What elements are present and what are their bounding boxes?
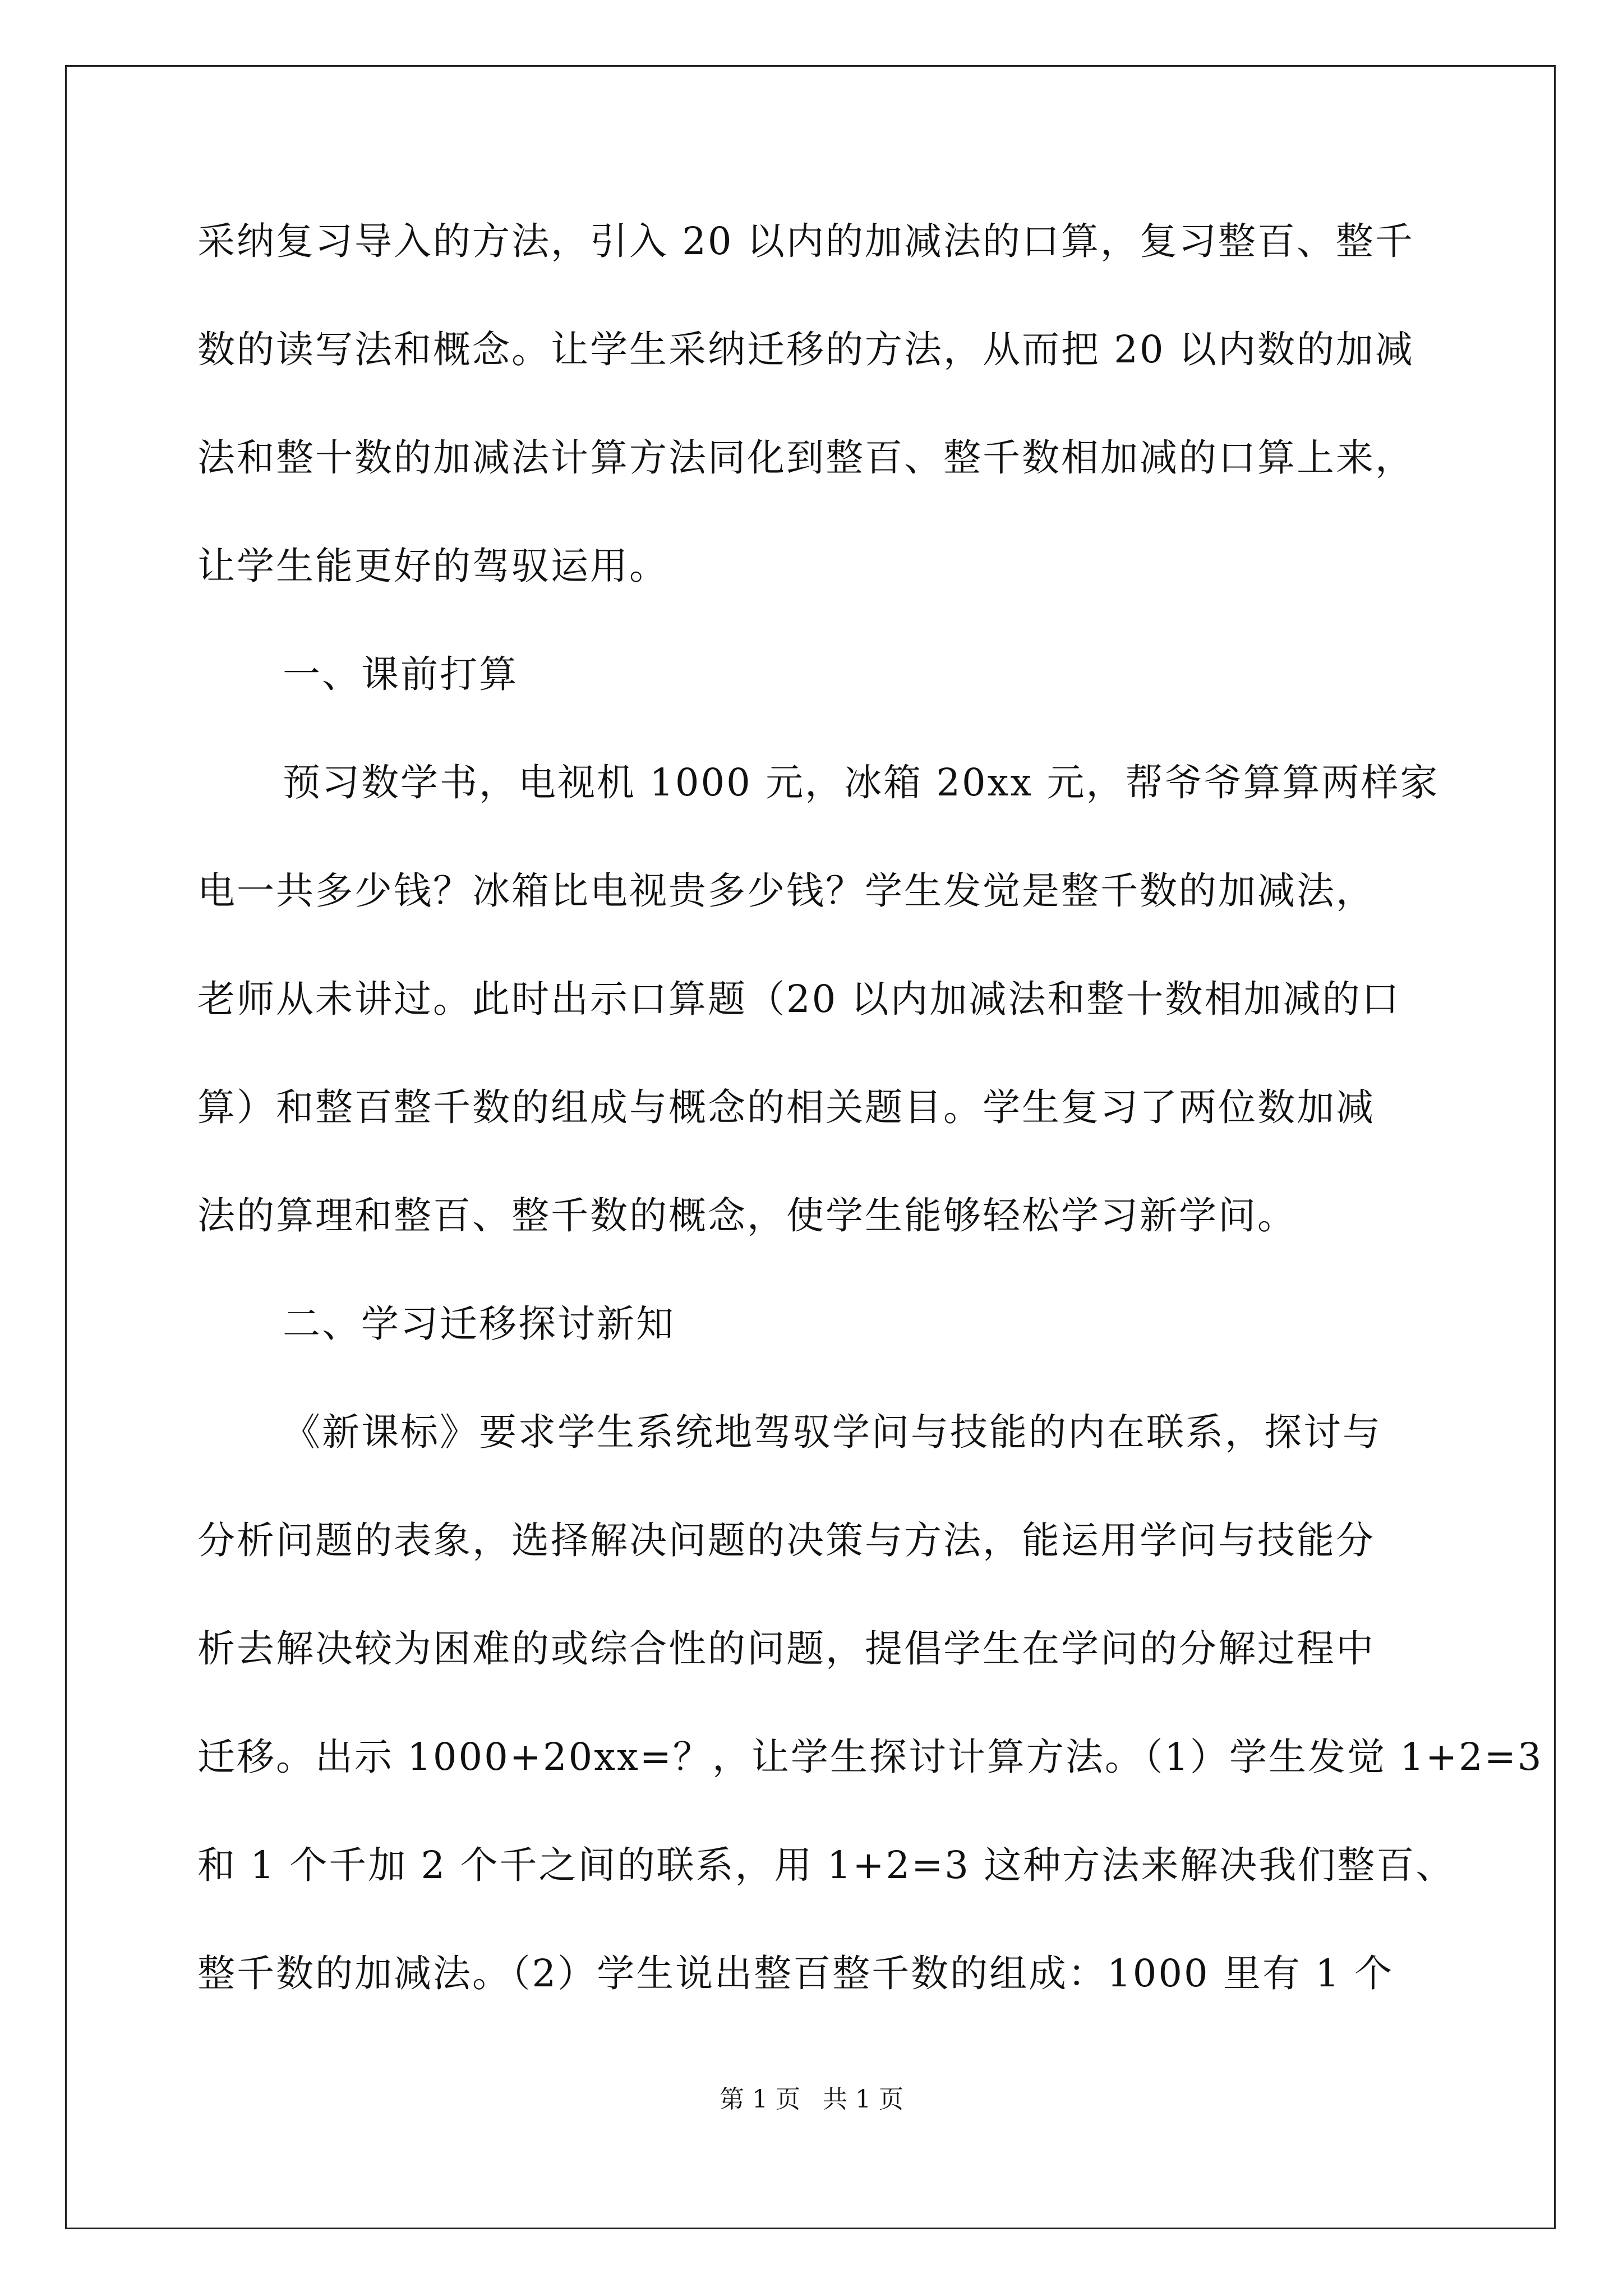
section-heading-1: 一、课前打算: [283, 652, 518, 696]
text-line: 和 1 个千加 2 个千之间的联系，用 1+2=3 这种方法来解决我们整百、: [197, 1843, 1455, 1887]
paragraph-start: 《新课标》要求学生系统地驾驭学问与技能的内在联系，探讨与: [283, 1410, 1382, 1454]
text-line: 析去解决较为困难的或综合性的问题，提倡学生在学问的分解过程中: [197, 1627, 1375, 1671]
text-line: 采纳复习导入的方法，引入 20 以内的加减法的口算，复习整百、整千: [197, 219, 1414, 263]
text-line: 数的读写法和概念。让学生采纳迁移的方法，从而把 20 以内数的加减: [197, 328, 1414, 371]
page-number: 第 1 页: [720, 2085, 800, 2114]
text-line: 电一共多少钱？冰箱比电视贵多少钱？学生发觉是整千数的加减法，: [197, 869, 1375, 913]
paragraph-start: 预习数学书，电视机 1000 元，冰箱 20xx 元，帮爷爷算算两样家: [283, 761, 1440, 804]
document-body: [197, 219, 1543, 2062]
text-line: 法和整十数的加减法计算方法同化到整百、整千数相加减的口算上来，: [197, 436, 1414, 480]
text-line: 分析问题的表象，选择解决问题的决策与方法，能运用学问与技能分: [197, 1519, 1375, 1562]
text-line: 迁移。出示 1000+20xx=？，让学生探讨计算方法。（1）学生发觉 1+2=3: [197, 1735, 1543, 1779]
page-footer: [0, 2086, 1623, 2114]
text-line: 老师从未讲过。此时出示口算题（20 以内加减法和整十数相加减的口: [197, 977, 1401, 1021]
section-heading-2: 二、学习迁移探讨新知: [283, 1302, 675, 1346]
text-line: 法的算理和整百、整千数的概念，使学生能够轻松学习新学问。: [197, 1194, 1297, 1237]
page-total: 共 1 页: [823, 2085, 903, 2114]
text-line: 算）和整百整千数的组成与概念的相关题目。学生复习了两位数加减: [197, 1085, 1375, 1129]
text-line: 整千数的加减法。（2）学生说出整百整千数的组成：1000 里有 1 个: [197, 1952, 1394, 1995]
text-line: 让学生能更好的驾驭运用。: [197, 544, 668, 588]
